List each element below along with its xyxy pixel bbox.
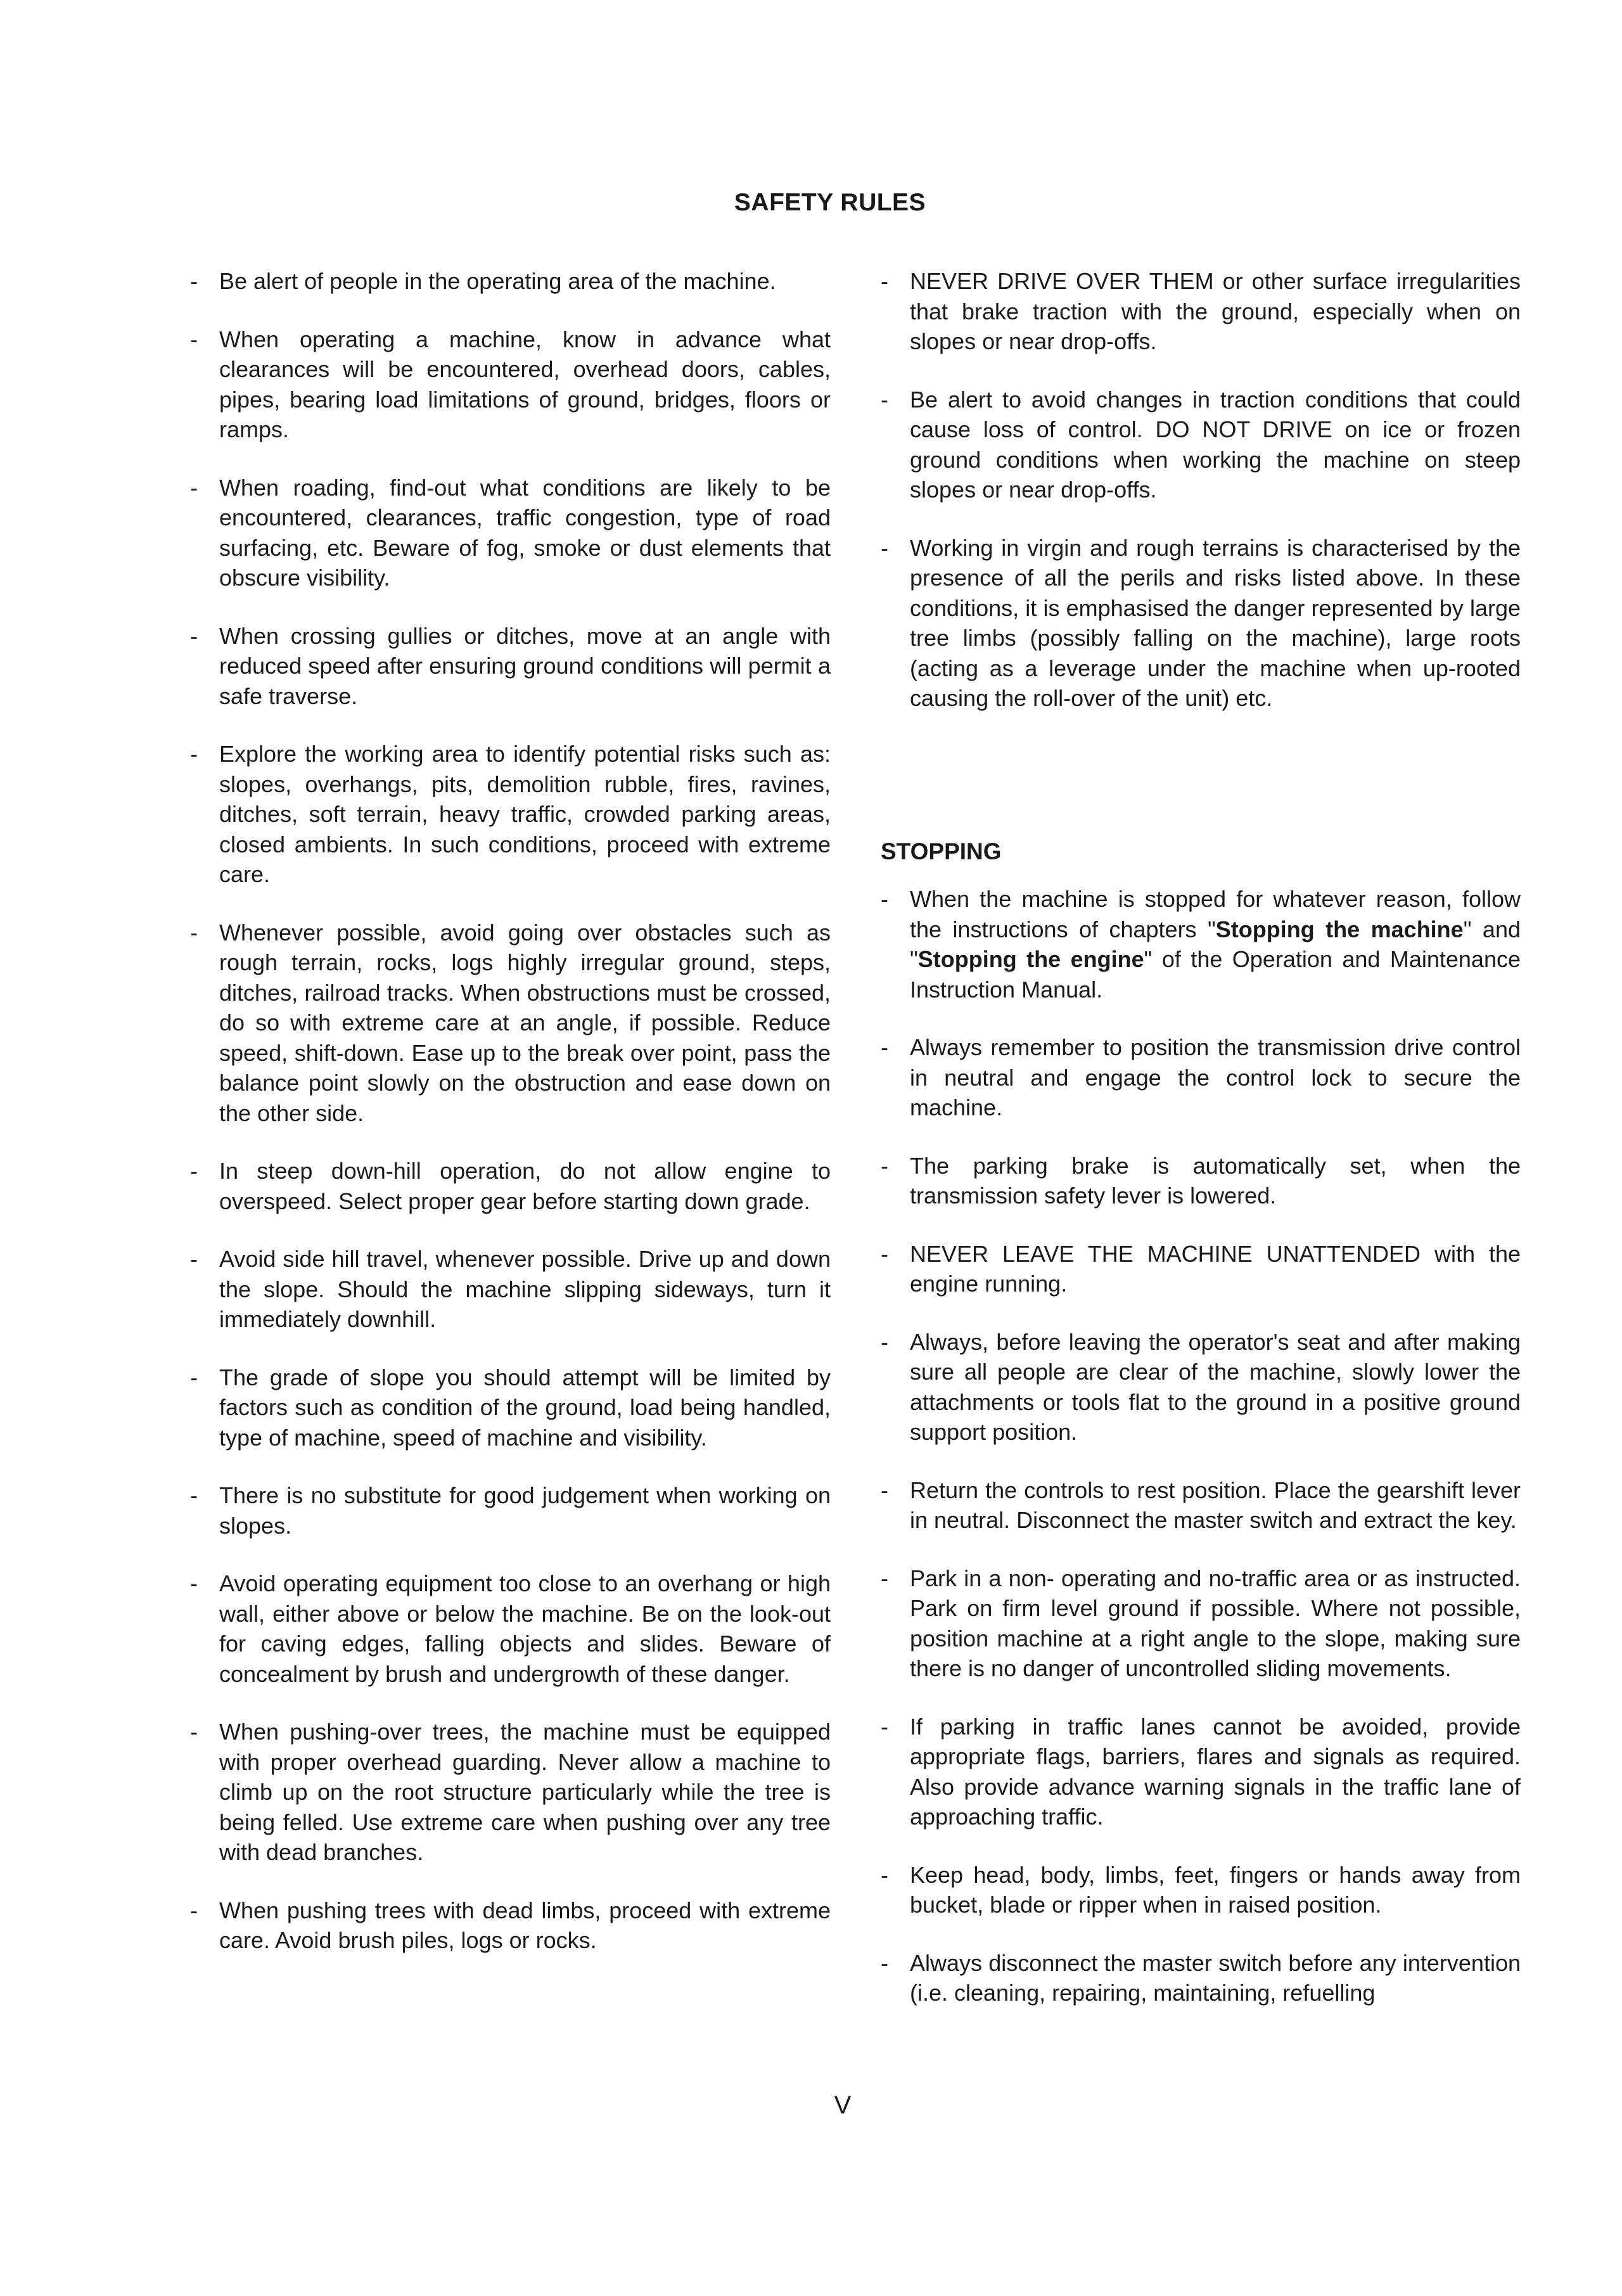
right-column xyxy=(881,266,1521,2036)
list-item-text: There is no substitute for good judgement when working on slopes. xyxy=(219,1482,831,1539)
bullet-dash: - xyxy=(190,741,198,767)
list-item xyxy=(881,1032,1521,1123)
list-item-text: Whenever possible, avoid going over obstacles such as rough terrain, rocks, logs highly irregular ground, steps, ditches, railroad tracks. When obstructions must be crossed, do so with extreme care at an angle, if possible. Reduce speed, shift-down. Ease up to the break over point, pass the balance point slowly on the obstruction and ease down on the other side. xyxy=(219,919,831,1126)
bullet-dash: - xyxy=(190,1570,198,1596)
list-item xyxy=(190,324,831,445)
section-heading-stopping: STOPPING xyxy=(881,838,1002,864)
list-item xyxy=(881,1151,1521,1211)
list-item-text: Keep head, body, limbs, feet, fingers or hands away from bucket, blade or ripper when in raised position. xyxy=(910,1861,1521,1918)
text-segment: " and " xyxy=(910,916,1521,972)
list-item xyxy=(881,1563,1521,1684)
list-item xyxy=(190,1244,831,1335)
bullet-dash: - xyxy=(881,1713,888,1740)
list-item-text: When roading, find-out what conditions are likely to be encountered, clearances, traffic congestion, type of road surfacing, etc. Beware of fog, smoke or dust elements that obscure visibility. xyxy=(219,474,831,591)
bullet-dash: - xyxy=(881,386,888,413)
bullet-dash: - xyxy=(190,268,198,294)
bullet-dash: - xyxy=(881,1565,888,1591)
chapter-reference: Stopping the machine xyxy=(1215,916,1464,942)
bullet-dash: - xyxy=(881,1861,888,1888)
bullet-dash: - xyxy=(190,1158,198,1184)
list-item-text: Park in a non- operating and no-traffic area or as instructed. Park on firm level ground if possible. Where not possible, position machine at a right angle to the slope, making sure there is no danger of uncontrolled sliding movements. xyxy=(910,1565,1521,1681)
list-item xyxy=(881,533,1521,714)
list-item xyxy=(190,1363,831,1453)
list-item xyxy=(190,473,831,593)
bullet-dash: - xyxy=(881,886,888,912)
bullet-dash: - xyxy=(190,1482,198,1508)
bullet-dash: - xyxy=(881,1328,888,1355)
list-item-text: If parking in traffic lanes cannot be avoided, provide appropriate flags, barriers, flares and signals as required. Also provide advance warning signals in the traffic lane of approaching traffic. xyxy=(910,1713,1521,1830)
list-item xyxy=(190,1480,831,1541)
list-item-text: In steep down-hill operation, do not allow engine to overspeed. Select proper gear before starting down grade. xyxy=(219,1158,831,1214)
list-item-text: Explore the working area to identify potential risks such as: slopes, overhangs, pits, demolition rubble, fires, ravines, ditches, soft terrain, heavy traffic, crowded parking areas, closed ambients. In such conditions, proceed with extreme care. xyxy=(219,741,831,887)
list-item xyxy=(881,1327,1521,1447)
bullet-dash: - xyxy=(881,1152,888,1179)
bullet-dash: - xyxy=(881,268,888,294)
list-item-text: When pushing trees with dead limbs, proceed with extreme care. Avoid brush piles, logs or rocks. xyxy=(219,1897,831,1953)
list-item-text: The parking brake is automatically set, when the transmission safety lever is lowered. xyxy=(910,1152,1521,1209)
text-segment: " of the Operation and Maintenance Instruction Manual. xyxy=(910,946,1521,1003)
list-item xyxy=(190,918,831,1129)
bullet-dash: - xyxy=(881,1034,888,1060)
bullet-dash: - xyxy=(190,622,198,649)
section-spacer xyxy=(881,741,1521,837)
text-segment: When the machine is stopped for whatever reason, follow the instructions of chapters " xyxy=(910,886,1521,942)
list-item-text: Avoid side hill travel, whenever possible. Drive up and down the slope. Should the machine slipping sideways, turn it immediately downhill. xyxy=(219,1246,831,1332)
list-item-text: Always, before leaving the operator's seat and after making sure all people are clear of the machine, slowly lower the attachments or tools flat to the ground in a positive ground support position. xyxy=(910,1328,1521,1445)
list-item xyxy=(190,739,831,890)
list-item-text xyxy=(910,886,1521,1003)
bullet-dash: - xyxy=(881,1477,888,1503)
list-item xyxy=(190,266,831,297)
list-item xyxy=(190,1717,831,1868)
chapter-reference: Stopping the engine xyxy=(917,946,1144,972)
list-item xyxy=(881,1475,1521,1536)
list-item xyxy=(190,1895,831,1956)
list-item-text: When pushing-over trees, the machine must be equipped with proper overhead guarding. Never allow a machine to climb up on the root structure particularly while the tree is being felled. Use extreme care when pushing over any tree with dead branches. xyxy=(219,1719,831,1865)
list-item xyxy=(190,1156,831,1216)
list-item-text: Always remember to position the transmission drive control in neutral and engage the control lock to secure the machine. xyxy=(910,1034,1521,1120)
list-item-text: Avoid operating equipment too close to an overhang or high wall, either above or below the machine. Be on the look-out for caving edges, falling objects and slides. Beware of concealment by brush and undergrowth of these danger. xyxy=(219,1570,831,1687)
bullet-dash: - xyxy=(190,1246,198,1272)
list-item xyxy=(881,1239,1521,1299)
list-item-text: Working in virgin and rough terrains is characterised by the presence of all the perils and risks listed above. In these conditions, it is emphasised the danger represented by large tree limbs (possibly falling on the machine), large roots (acting as a leverage under the machine when up-rooted causing the roll-over of the unit) etc. xyxy=(910,534,1521,711)
list-item-text: Return the controls to rest position. Place the gearshift lever in neutral. Disconnect the master switch and extract the key. xyxy=(910,1477,1521,1533)
list-item-text: Be alert of people in the operating area of the machine. xyxy=(219,268,776,294)
list-item xyxy=(881,1712,1521,1832)
list-item-text: When crossing gullies or ditches, move at an angle with reduced speed after ensuring ground conditions will permit a safe traverse. xyxy=(219,622,831,709)
list-item xyxy=(881,266,1521,357)
bullet-dash: - xyxy=(881,1240,888,1267)
list-item-text: Always disconnect the master switch before any intervention (i.e. cleaning, repairing, maintaining, refuelling xyxy=(910,1949,1521,2006)
list-item xyxy=(881,884,1521,1004)
list-item-text: When operating a machine, know in advance what clearances will be encountered, overhead doors, cables, pipes, bearing load limitations of ground, bridges, floors or ramps. xyxy=(219,326,831,442)
list-item xyxy=(190,621,831,712)
list-item-text: NEVER DRIVE OVER THEM or other surface irregularities that brake traction with the ground, especially when on slopes or near drop-offs. xyxy=(910,268,1521,354)
left-column xyxy=(190,266,831,1984)
list-item xyxy=(881,1948,1521,2008)
bullet-dash: - xyxy=(190,474,198,501)
list-item xyxy=(881,1860,1521,1920)
list-item-text: NEVER LEAVE THE MACHINE UNATTENDED with the engine running. xyxy=(910,1240,1521,1297)
bullet-dash: - xyxy=(190,1719,198,1745)
bullet-dash: - xyxy=(190,326,198,352)
list-item xyxy=(881,385,1521,505)
bullet-dash: - xyxy=(881,534,888,561)
page-title: SAFETY RULES xyxy=(734,189,926,216)
bullet-dash: - xyxy=(881,1949,888,1976)
page-number: V xyxy=(834,2091,852,2119)
list-item xyxy=(190,1568,831,1689)
list-item-text: Be alert to avoid changes in traction conditions that could cause loss of control. DO NOT DRIVE on ice or frozen ground conditions when working the machine on steep slopes or near drop-offs. xyxy=(910,386,1521,503)
bullet-dash: - xyxy=(190,1897,198,1923)
list-item-text: The grade of slope you should attempt will be limited by factors such as condition of the ground, load being handled, type of machine, speed of machine and visibility. xyxy=(219,1364,831,1451)
bullet-dash: - xyxy=(190,1364,198,1390)
bullet-dash: - xyxy=(190,919,198,946)
